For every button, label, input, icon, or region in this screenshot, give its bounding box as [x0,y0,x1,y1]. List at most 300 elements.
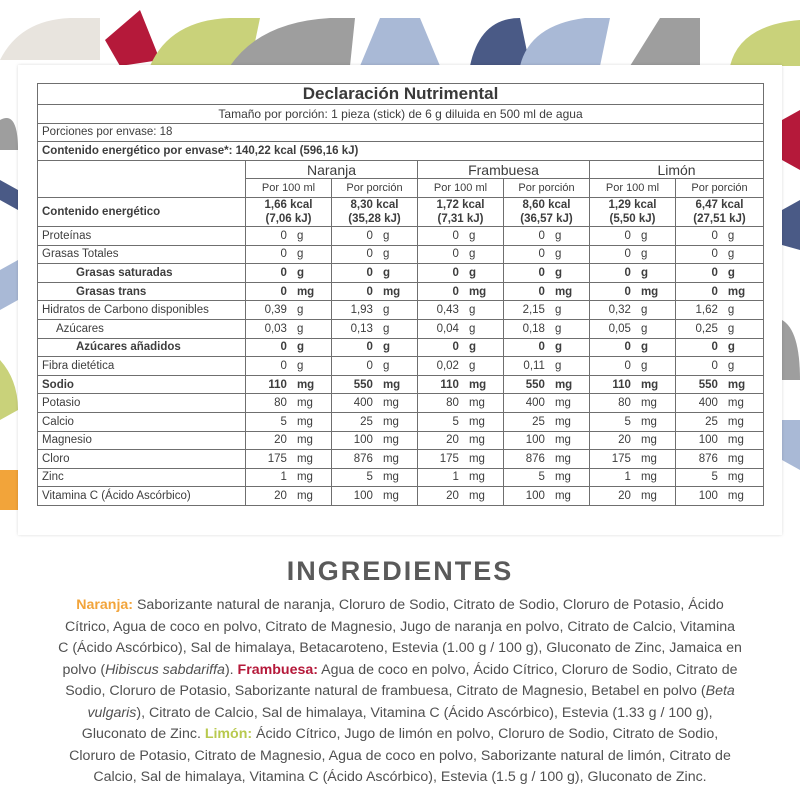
nutrient-amount: 400 [353,397,373,410]
table-row [38,301,764,320]
nutrient-value-cell [418,357,504,376]
nutrient-amount: 80 [618,397,631,410]
nutrient-unit: mg [727,471,744,484]
nutrient-unit: g [554,322,562,335]
nutrient-unit: g [727,266,735,279]
nutrient-amount: 100 [698,490,718,503]
nutrient-unit: g [296,248,304,261]
nutrient-value-cell [504,412,590,431]
nutrient-value-cell [590,375,676,394]
table-row [38,245,764,264]
naranja-label: Naranja: [76,597,134,613]
nutrient-unit: g [296,266,304,279]
nutrient-amount: 20 [274,490,287,503]
table-row [38,338,764,357]
col-per100: Por 100 ml [246,179,332,198]
table-row [38,319,764,338]
nutrient-unit: mg [382,434,399,447]
nutrient-value-cell [504,431,590,450]
nutrient-unit: mg [468,378,487,391]
energy-value [246,197,332,226]
nutrient-unit: g [640,229,648,242]
nutrient-unit: mg [640,378,659,391]
col-perserving: Por porción [676,179,764,198]
nutrient-amount: 1,62 [695,304,718,317]
nutrient-unit: g [382,322,390,335]
nutrient-amount: 20 [618,434,631,447]
nutrient-unit: mg [296,285,315,298]
nutrient-value-cell [676,282,764,301]
nutrient-value-cell [246,468,332,487]
table-row [38,468,764,487]
nutrient-unit: g [727,359,735,372]
nutrient-value-cell [332,226,418,245]
nutrient-value-cell [418,431,504,450]
nutrient-value-cell [504,245,590,264]
nutrient-amount: 110 [612,378,631,391]
nutrient-unit: g [554,359,562,372]
nutrient-unit: g [727,248,735,261]
nutrient-value-cell [590,319,676,338]
nutrient-value-cell [504,394,590,413]
energy-kj: (7,31 kJ) [437,212,484,225]
nutrient-value-cell [676,226,764,245]
nutrient-label: Azúcares añadidos [38,338,246,357]
nutrient-value-cell [504,264,590,283]
nutrient-amount: 0 [711,248,718,261]
nutrient-amount: 0 [711,285,718,298]
nutrient-amount: 0,05 [608,322,631,335]
nutrient-unit: g [554,341,562,354]
nutrient-amount: 5 [452,415,459,428]
energy-kj: (7,06 kJ) [265,212,312,225]
nutrient-value-cell [246,245,332,264]
nutrient-value-cell [418,264,504,283]
nutrient-value-cell [246,282,332,301]
nutrient-amount: 0 [452,248,459,261]
nutrient-unit: mg [468,415,485,428]
nutrient-value-cell [332,394,418,413]
nutrient-unit: mg [296,452,313,465]
energy-kj: (5,50 kJ) [609,212,656,225]
nutrient-label: Potasio [38,394,246,413]
nutrition-facts-table [37,83,764,506]
nutrient-value-cell [418,394,504,413]
nutrient-unit: mg [296,490,313,503]
nutrient-unit: mg [640,452,657,465]
nutrient-amount: 5 [711,471,718,484]
table-title: Declaración Nutrimental [38,84,764,105]
nutrient-amount: 0 [624,341,631,354]
nutrient-amount: 400 [698,397,718,410]
energy-kcal: 1,29 kcal [608,198,657,211]
nutrient-value-cell [590,245,676,264]
nutrient-value-cell [332,319,418,338]
nutrient-amount: 0 [366,285,373,298]
energy-value [504,197,590,226]
nutrient-amount: 0 [280,359,287,372]
nutrient-unit: g [468,304,476,317]
nutrient-unit: g [554,304,562,317]
nutrient-unit: g [296,322,304,335]
nutrient-amount: 0 [538,248,545,261]
nutrient-value-cell [504,226,590,245]
table-row [38,226,764,245]
nutrient-amount: 1 [452,471,459,484]
nutrient-unit: mg [554,378,573,391]
nutrient-value-cell [590,282,676,301]
nutrient-unit: g [640,266,648,279]
nutrient-label: Grasas Totales [38,245,246,264]
nutrient-amount: 100 [353,434,373,447]
nutrient-amount: 0 [711,359,718,372]
table-row [38,357,764,376]
nutrient-amount: 0 [538,341,545,354]
nutrient-value-cell [418,301,504,320]
nutrient-value-cell [332,450,418,469]
nutrient-amount: 0 [538,285,545,298]
table-row [38,394,764,413]
naranja-ingredients-end: ). [224,661,238,678]
nutrient-value-cell [504,319,590,338]
nutrient-amount: 0,02 [436,359,459,372]
energy-kcal: 8,60 kcal [522,198,571,211]
nutrient-label: Grasas saturadas [38,264,246,283]
nutrient-amount: 175 [267,452,287,465]
nutrient-amount: 0,32 [608,304,631,317]
nutrient-value-cell [504,468,590,487]
nutrient-amount: 100 [525,434,545,447]
nutrient-value-cell [590,301,676,320]
nutrient-value-cell [418,487,504,506]
nutrient-value-cell [246,264,332,283]
nutrient-amount: 876 [525,452,545,465]
table-row [38,412,764,431]
nutrient-value-cell [332,487,418,506]
nutrient-value-cell [418,319,504,338]
nutrient-amount: 100 [698,434,718,447]
nutrient-amount: 0 [366,266,373,279]
nutrient-amount: 5 [280,415,287,428]
nutrient-unit: g [727,229,735,242]
serving-size: Tamaño por porción: 1 pieza (stick) de 6 g diluida en 500 ml de agua [38,105,764,124]
nutrient-value-cell [590,487,676,506]
nutrient-value-cell [676,487,764,506]
energy-kcal: 1,66 kcal [264,198,313,211]
nutrient-value-cell [418,338,504,357]
nutrient-amount: 0 [538,229,545,242]
nutrient-amount: 25 [705,415,718,428]
nutrient-amount: 0,25 [695,322,718,335]
nutrient-unit: g [382,266,390,279]
nutrient-unit: mg [727,452,744,465]
nutrient-amount: 0 [624,229,631,242]
nutrient-unit: mg [640,397,657,410]
energy-kcal: 1,72 kcal [436,198,485,211]
nutrient-label: Azúcares [38,319,246,338]
frambuesa-ingredients-end: ), Citrato de Calcio, Sal de himalaya, Vitamina C (Ácido Ascórbico), Estevia (1.33 g / 100 g), Gluconato de Zinc. [81,704,713,742]
nutrient-value-cell [676,319,764,338]
ingredients-text [58,595,742,789]
nutrient-unit: mg [554,434,571,447]
nutrient-unit: g [727,322,735,335]
nutrient-unit: mg [296,434,313,447]
energy-value [590,197,676,226]
nutrient-amount: 0 [280,285,287,298]
nutrient-value-cell [332,468,418,487]
nutrient-value-cell [332,431,418,450]
nutrient-value-cell [418,450,504,469]
nutrient-unit: mg [727,490,744,503]
nutrient-amount: 550 [698,378,718,391]
nutrient-unit: mg [554,490,571,503]
flavor-limon: Limón [590,160,764,179]
table-row [38,375,764,394]
nutrient-amount: 25 [532,415,545,428]
nutrient-amount: 100 [525,490,545,503]
nutrient-unit: mg [554,285,573,298]
nutrient-unit: mg [382,415,399,428]
energy-value [418,197,504,226]
energy-value [332,197,418,226]
nutrient-value-cell [504,487,590,506]
nutrient-value-cell [676,468,764,487]
nutrient-amount: 20 [618,490,631,503]
nutrient-label: Calcio [38,412,246,431]
nutrient-unit: mg [640,434,657,447]
nutrient-unit: g [468,359,476,372]
nutrient-unit: mg [468,434,485,447]
limon-ingredients: Ácido Cítrico, Jugo de limón en polvo, Cloruro de Sodio, Citrato de Sodio, Cloruro de Potasio, Citrato de Magnesio, Agua de coco en polvo, Saborizante natural de limón, Citrato de Calcio, Sal de himalaya, Vitamina C (Ácido Ascórbico), Estevia (1.5 g / 100 g), Gluconato de Zinc. [69,726,731,785]
nutrient-value-cell [332,357,418,376]
nutrient-amount: 550 [353,378,373,391]
energy-kj: (36,57 kJ) [520,212,573,225]
nutrient-value-cell [676,375,764,394]
nutrient-unit: mg [640,415,657,428]
nutrient-amount: 110 [440,378,459,391]
nutrient-amount: 550 [525,378,545,391]
table-row [38,282,764,301]
nutrient-unit: g [382,341,390,354]
nutrient-label: Fibra dietética [38,357,246,376]
nutrient-amount: 0 [711,229,718,242]
nutrient-unit: mg [382,490,399,503]
nutrient-value-cell [676,431,764,450]
nutrient-value-cell [418,226,504,245]
nutrient-label: Magnesio [38,431,246,450]
nutrient-amount: 1 [280,471,287,484]
col-perserving: Por porción [332,179,418,198]
servings-per-container: Porciones por envase: 18 [38,123,764,142]
energy-value [676,197,764,226]
table-row [38,264,764,283]
naranja-ingredients: Saborizante natural de naranja, Cloruro de Sodio, Citrato de Sodio, Cloruro de Potasio, Ácido Cítrico, Agua de coco en polvo, Citrato de Magnesio, Jugo de naranja en polvo, Citrato de Calcio, Vitamina C (Ácido Ascórbico), Sal de himalaya, Betacaroteno, Estevia (1.00 g / 100 g), Gluconato de Zinc, Jamaica en polvo ( [58,597,742,678]
nutrient-value-cell [676,245,764,264]
nutrient-value-cell [418,468,504,487]
flavor-naranja: Naranja [246,160,418,179]
nutrient-unit: mg [382,471,399,484]
nutrient-value-cell [246,319,332,338]
nutrient-amount: 80 [274,397,287,410]
energy-kcal: 6,47 kcal [695,198,744,211]
nutrient-unit: mg [554,452,571,465]
nutrient-value-cell [676,394,764,413]
table-row [38,487,764,506]
nutrient-unit: mg [468,471,485,484]
nutrient-amount: 876 [353,452,373,465]
nutrient-amount: 0 [624,248,631,261]
nutrient-value-cell [590,412,676,431]
frambuesa-italic: Beta vulgaris [87,683,735,721]
nutrient-amount: 0 [624,359,631,372]
nutrient-value-cell [246,338,332,357]
nutrient-value-cell [418,375,504,394]
nutrient-unit: g [382,359,390,372]
nutrient-unit: mg [468,490,485,503]
energy-per-container: Contenido energético por envase*: 140,22 kcal (596,16 kJ) [38,142,764,161]
nutrient-unit: mg [382,452,399,465]
nutrient-value-cell [332,338,418,357]
nutrient-amount: 0 [711,266,718,279]
nutrient-value-cell [504,375,590,394]
nutrient-value-cell [246,375,332,394]
nutrient-unit: mg [554,471,571,484]
nutrient-amount: 2,15 [522,304,545,317]
nutrient-amount: 0 [538,266,545,279]
blank-header-cell [38,160,246,179]
nutrient-amount: 0,13 [350,322,373,335]
nutrient-value-cell [676,412,764,431]
nutrient-value-cell [246,226,332,245]
nutrient-unit: g [727,341,735,354]
nutrient-value-cell [418,282,504,301]
nutrient-value-cell [676,450,764,469]
nutrient-value-cell [504,301,590,320]
energy-label: Contenido energético [38,197,246,226]
energy-kj: (27,51 kJ) [693,212,746,225]
nutrient-unit: mg [296,378,315,391]
nutrient-unit: mg [554,397,571,410]
nutrient-unit: g [296,359,304,372]
nutrient-amount: 5 [538,471,545,484]
col-perserving: Por porción [504,179,590,198]
nutrient-unit: g [296,341,304,354]
nutrient-amount: 0 [711,341,718,354]
nutrient-value-cell [332,264,418,283]
nutrient-label: Zinc [38,468,246,487]
nutrient-value-cell [676,264,764,283]
nutrient-unit: mg [640,490,657,503]
nutrient-amount: 876 [698,452,718,465]
nutrient-unit: g [468,322,476,335]
nutrient-amount: 0,39 [264,304,287,317]
frambuesa-ingredients: Agua de coco en polvo, Ácido Cítrico, Cloruro de Sodio, Citrato de Sodio, Cloruro de Potasio, Saborizante natural de frambuesa, Citrato de Magnesio, Betabel en polvo ( [65,661,738,699]
nutrient-label: Grasas trans [38,282,246,301]
nutrient-unit: mg [727,434,744,447]
nutrient-value-cell [418,245,504,264]
nutrient-amount: 0 [366,359,373,372]
nutrient-amount: 400 [525,397,545,410]
nutrient-unit: g [640,304,648,317]
nutrient-value-cell [246,301,332,320]
nutrient-amount: 5 [624,415,631,428]
nutrient-amount: 5 [366,471,373,484]
nutrient-unit: mg [296,397,313,410]
nutrient-value-cell [676,357,764,376]
nutrient-unit: mg [727,378,746,391]
nutrient-value-cell [590,450,676,469]
nutrient-amount: 0,43 [436,304,459,317]
nutrient-amount: 175 [611,452,631,465]
nutrient-unit: mg [382,397,399,410]
nutrient-unit: g [640,359,648,372]
nutrient-amount: 1 [624,471,631,484]
nutrient-value-cell [246,431,332,450]
nutrient-unit: g [468,229,476,242]
flavor-frambuesa: Frambuesa [418,160,590,179]
nutrient-label: Cloro [38,450,246,469]
nutrient-label: Vitamina C (Ácido Ascórbico) [38,487,246,506]
nutrient-unit: g [382,248,390,261]
frambuesa-label: Frambuesa: [237,661,318,678]
nutrient-unit: g [468,248,476,261]
nutrient-amount: 0 [366,248,373,261]
nutrient-value-cell [590,338,676,357]
nutrient-unit: mg [554,415,571,428]
nutrient-label: Sodio [38,375,246,394]
nutrient-amount: 0 [280,229,287,242]
nutrient-amount: 0,11 [523,359,545,372]
nutrient-amount: 0 [624,266,631,279]
nutrient-unit: g [640,341,648,354]
nutrient-value-cell [332,375,418,394]
nutrient-value-cell [590,394,676,413]
nutrient-value-cell [590,357,676,376]
col-per100: Por 100 ml [418,179,504,198]
nutrient-amount: 0 [624,285,631,298]
nutrient-unit: g [468,341,476,354]
table-row [38,431,764,450]
nutrient-unit: mg [468,397,485,410]
nutrient-value-cell [332,301,418,320]
energy-kj: (35,28 kJ) [348,212,401,225]
nutrient-unit: mg [468,285,487,298]
nutrient-value-cell [590,431,676,450]
nutrient-value-cell [504,338,590,357]
nutrient-amount: 1,93 [350,304,373,317]
nutrient-value-cell [246,487,332,506]
nutrient-amount: 0,18 [522,322,545,335]
nutrient-unit: g [382,304,390,317]
nutrient-unit: g [296,304,304,317]
nutrient-amount: 0 [280,266,287,279]
nutrient-amount: 0 [452,266,459,279]
table-row [38,450,764,469]
blank-unit-cell [38,179,246,198]
nutrient-amount: 175 [439,452,459,465]
nutrient-unit: mg [727,415,744,428]
nutrient-amount: 25 [360,415,373,428]
nutrient-unit: mg [296,471,313,484]
nutrient-amount: 0,04 [436,322,459,335]
nutrient-amount: 0 [452,341,459,354]
nutrient-unit: g [727,304,735,317]
nutrient-value-cell [504,450,590,469]
nutrient-unit: mg [727,285,746,298]
nutrient-unit: mg [382,378,401,391]
ingredients-title: INGREDIENTES [286,556,514,586]
nutrient-value-cell [332,412,418,431]
